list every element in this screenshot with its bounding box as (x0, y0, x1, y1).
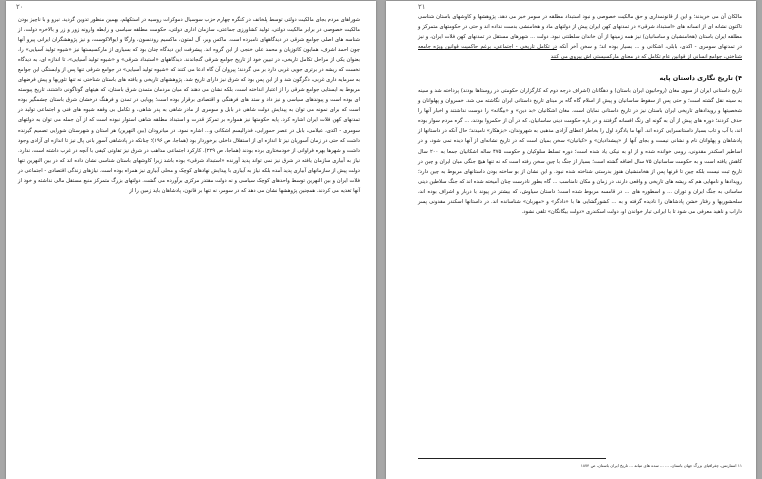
right-intro-text: مالکان آن می خریدند؛ و این از قانونمداری و حق مالکیت خصوصی و نبود استبداد مطلقه در سومر خبر می دهد. پژوهشها و کاوشهای باستان شناسی تاکنون نشانه ای از انسانه های «استبداد شرقی» در تمدنهای کهن ایران پیش از دولتهای ماد و هخامنشی بدست نداده اند و حتی در حکومتهای متمرکز و مطلقه ایران باستان (هخامنشیان و ساسانیان) نیز همه زمینها از آن خاندان سلطنتی نبود. دولت ... شهرهای مستقل در تمدنهای کهن فلات ایران، و نیز در تمدنهای سومری - اکدی، بابلی، اشکانی و ... بسیار بوده اند؛ و سخن آخر آنکه (418, 14, 742, 51)
right-body-paragraph: تاریخ داستانی ایران از سوی مغان (روحانیون ایران باستان) و دهگانان (اشراف درجه دوم که کارگزاران حکومتی در روستاها بودند) پرداخته شد و سینه به سینه نقل گشته است؛ و حتی پس از سقوط ساسانیان و پیش از اسلام گاه گاه بر مبنای تاریخ داستانی ایران نگاشته می شد. خسروان و پهلوانان و شخصیتها و رویدادهای تاریخی ایران باستان نیز در تاریخ داستانی نمایان است. مغان اشکانیان «بد دین» و «بیگانه» را دوست نداشتند و اخبار آنها را حذف کردند؛ دوره های پیش از آن به گونه ای رنگ افسانه گرفتند و در باره حکومت دینی ساسانیان، که در آن از حکمروا بودند، ... گره مردم سوار بوده اند، با آب و تاب بسیار داستانسرایی کرده اند. آنها ما یادگرد اول را بخاطر اعطای آزادی مذهبی به شهروندان، «بزهکار» نامیدند؛ حال آنکه در داستانها از پادشاهان و پهلوانان نام و نشانی نیست و بجای آنها از «پیشدادیان» و «کیانیان» سخن بمیان است که در تاریخ نشانه‌ای از آنها دیده نمی شود، و در اساطیر اسکندر مقدونی، رومی خوانده شده و از او به نیکی یاد شده است؛ دوره تسلط سلوکیان و حکومت ۴۷۵ ساله اشکانیان جمعا به ۲۰۰ سال کاهش یافته است و به حکومت ساسانیان ۷۵ سال اضافه گشته است؛ بسیار از جنگ با چین سخن رفته است که نه تنها هیچ جنگی میان ایران و چین در تاریخ ثبت نیست بلکه چین تا قرنها پس از هخامنشیان هنوز بدرستی شناخته شده نبود. و این نشان از بو ساخته بودن داستانهای مربوط به چین دارد؛ رویدادها و نامهایی هم که ریشه های تاریخی و واقعی دارند، در زمان و مکان نامناسب ... گاه بطور نادرست چنان آمیخته شده اند که جنگ سلاطین دینی ساسانی به جنگ ایران و توران ... و اسطوره های ... در قامسه مربوط شده است؛ داستان سیاوش، که بیشتر در پیوند با دربار و اشراف بوده اند، سلحشوریها و رفتار خشن پادشاهان را نادیده گرفته و به ... کشورگشایی ها با «دادگر» و «مهربان» شناسانده اند. در داستانها اسکندر مقدونی پسر داراب و ناهید معرفی می شود تا با ایرانی تبار خواندن او، دولت اسکندری «دولت بیگانگان» تلقی نشود. (418, 88, 742, 215)
right-intro-paragraph (418, 12, 742, 62)
left-page-body (18, 15, 360, 196)
footnote: ۱۱ استارتس، چغرافیای بزرگ جهان باستان، ... ... سده های میانه ... تاریخ ایران باستان، ص ۱۸۷۴ (580, 463, 742, 468)
footnote-separator (418, 458, 606, 459)
left-page (6, 1, 376, 479)
right-page-body (418, 12, 742, 217)
left-page-number: ۲۰ (16, 3, 24, 11)
left-paragraph: شوراهای مردم بجای مالکیت دولتی توسط پلخانف در کنگره چهارم حزب سوسیال دموکرات روسیه در استکهلم، بهمین منظور تدوین گردید. نیرو و با ناچیز بودن مالکیت خصوصی در برابر مالکیت دولتی، تولید کشاورزی جماعتی، سازمان اداری دولتی، حکومت مطلقه سیاسی و رابطه وارونه زور و زر و بالاخره دولت، از شناسه های اصلی جوامع شرقی در دیدگاههای نامبرده است. ماکس وبر، آل لمتون، ماکسیم رودنسون، وارگا و ایوالاکوست، و نیز پژوهشگران ایرانی پیرو آنها چون احمد اشرف، همایون کاتوزیان و محمد علی خنجی از این گروه اند. پیشرفت این دیدگاه چنان بود که بسیاری از مارکسیستها نیز «شیوه تولید آسیایی» را، بعنوان یکی از مراحل تکامل تاریخی، در تبیین خود از تاریخ جوامع شرقی گنجاندند. دیدگاههای «استبداد شرقی» و «شیوه تولید آسیایی»، تا اندازه ای، به دیدگاه نخست که ریشه در برتری جویی غربی دارد بر می گردند؛ پیروان آن گاه ادعا می کنند که «شیوه تولید آسیایی» در جوامع شرقی تنها پس از وابستگی این جوامع به سرمایه داری غربی، دگرگون شد و از این پس بود که شرق نیز دارای تاریخ شد. پژوهشهای تاریخی و یافته های باستان شناختی نه تنها تئوریها و پیش فرضهای مربوط به ایستایی جوامع شرقی را از اعتبار انداخته است، بلکه نشان می دهند که میان مردمان متمدن شرق باستان، که هیتهای گوناگونی داشتند، تاریخ پیوسته ای بوده است و پیوندهای سیاسی و نیز داد و ستد های فرهنگی و اقتصادی برقرار بوده است؛ پویایی در تمدن و فرهنگ درخشان شرق باستان چشمگیر بوده است که برای نمونه می توان به پیدایش دولت شاهی در بابل و سومری از مادر شاهی به پدر شاهی، و تکامل بی وقفه شیوه های فنی و اجتماعی تولید در تمدنهای کهن فلات ایران اشاره کرد. پایه حکومتها نیز همواره بر تمرکز قدرت و استبداد مطلقه شاهی استوار نبوده است که از آن جمله می توان به دولتهای سومری - اکدی، عیلامی، بابل در عصر حمورابی، فدرالیسم اشکانی و... اشاره نمود. در میانرودان (بین النهرین) هر استان و شهرستان شورایی تصمیم گیرنده داشت که حتی در زمان آسوریان نیز تا اندازه ای از استقلال داخلی برخوردار بود (هماجا، ص ۱۹۶)؛ چنانکه در پادشاهی آسور بانی پال نیز تا اندازه ای آزادی وجود داشت و شهرها بهره فراوانی از خودمختاری برده بودند (هماجا، ص ۲۲۹). کارکرد اجتماعی مذاهب در شرق نیز تفاوتی کیفی با آنچه در غرب داشته است، ندارد. نیاز به آبیاری سازمان یافته در شرق نیز نمی تواند پدید آورنده «استبداد شرقی» بوده باشد زیرا کاوشهای باستان شناسی نشان داده اند که در بین النهرین تنها دولت پیش از سازمانهای آبیاری پدید آمده بلکه نیاز به آبیاری با پیدایش نهادهای کوچک و محلی آبیاری نیز همراه بوده است. نیازهای زندگی اقتصادی - اجتماعی در فلات ایران و بین النهرین توسط واحدهای کوچک سیاسی و نه دولت مقتدر مرکزی برآورده می گشت. دولتهای بزرگ متمرکز منبع مستقل مالی نداشته و خود از آنها تغذیه می کردند. همچنین پژوهشها نشان می دهد که در سومر، نه تنها بر قانون، پادشاهان باید زمین را از (18, 17, 360, 194)
right-intro-underlined: در تکامل تاریخی - اجتماعی، برغم حاکمیت قوانین ویژه جامعه شناختی، جوامع انسانی از قوانین عام تکامل که در معنای مارکسیستی اش پیروی می کنند (418, 44, 742, 61)
section-heading: ۴) تاریخ نگاری داستان پایه (659, 74, 742, 83)
right-page-number: ۲۱ (418, 3, 426, 11)
right-page (386, 1, 756, 479)
